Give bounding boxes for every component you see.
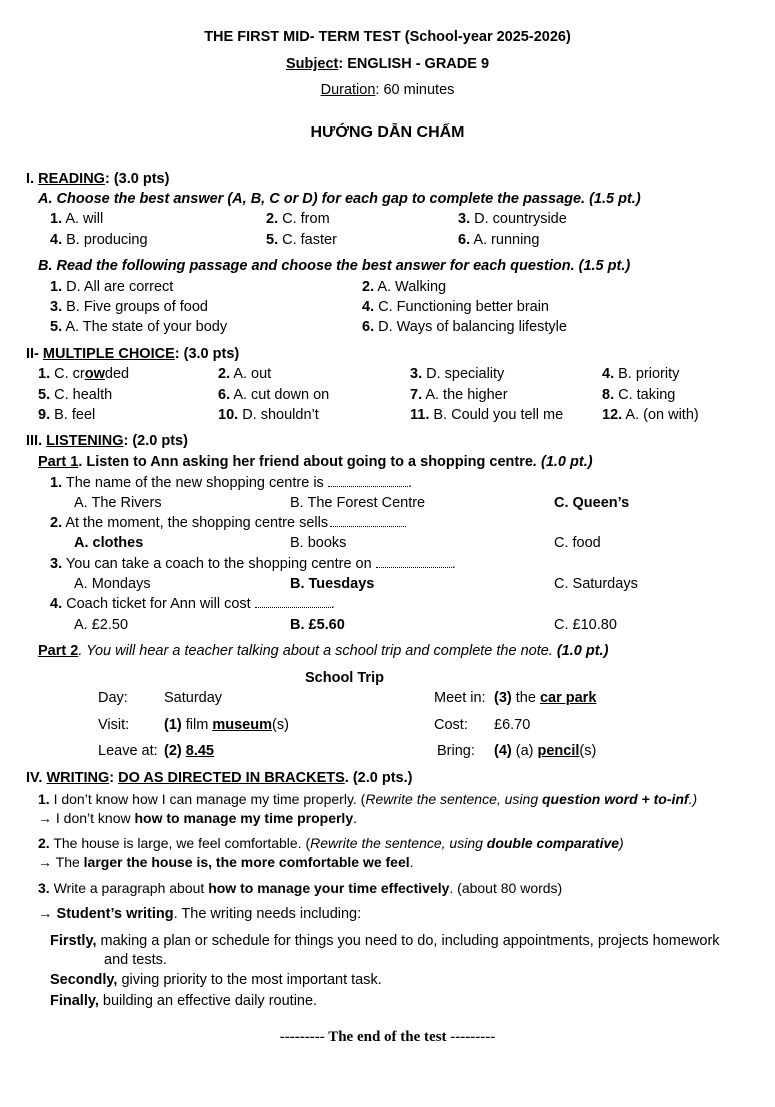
reading-b-answer: 6. D. Ways of balancing lifestyle	[362, 319, 567, 335]
listening-option-correct: B. £5.60	[290, 617, 345, 633]
listening-question: 2. At the moment, the shopping centre sells	[50, 515, 406, 531]
listening-option-correct: C. Queen’s	[554, 495, 630, 511]
reading-b-answer: 5. A. The state of your body	[50, 319, 228, 335]
mc-answer: 10. D. shouldn’t	[218, 407, 319, 423]
listening-option: C. food	[554, 535, 601, 551]
mc-answer: 1. C. crowded	[38, 366, 130, 382]
reading-part-a: A. Choose the best answer (A, B, C or D) for each gap to complete the passage. (1.5 pt.)	[38, 191, 641, 207]
main-title: HƯỚNG DẪN CHẤM	[310, 124, 465, 141]
listening-question: 3. You can take a coach to the shopping centre on .	[50, 556, 456, 572]
listening-part1: Part 1. Listen to Ann asking her friend about going to a shopping centre. (1.0 pt.)	[38, 454, 593, 470]
listening-question: 4. Coach ticket for Ann will cost .	[50, 596, 335, 612]
writing-heading: IV. WRITING: DO AS DIRECTED IN BRACKETS. (2.0 pts.)	[26, 770, 413, 786]
note-meet-value: (3) the car park	[494, 690, 597, 706]
mc-answer: 2. A. out	[218, 366, 272, 382]
writing-finally: Finally, building an effective daily routine.	[50, 993, 318, 1009]
duration-line: Duration: 60 minutes	[320, 82, 455, 98]
writing-student: → Student’s writing. The writing needs including:	[38, 906, 362, 922]
reading-a-answer: 6. A. running	[458, 232, 540, 248]
reading-a-answer: 3. D. countryside	[458, 211, 567, 227]
reading-a-answer: 4. B. producing	[50, 232, 148, 248]
listening-option: C. £10.80	[554, 617, 617, 633]
writing-secondly: Secondly, giving priority to the most important task.	[50, 972, 382, 988]
note-leave-label: Leave at:	[98, 743, 158, 759]
listening-option: B. The Forest Centre	[290, 495, 426, 511]
reading-heading: I. READING: (3.0 pts)	[26, 171, 170, 187]
note-visit-label: Visit:	[98, 717, 130, 733]
writing-firstly: Firstly, making a plan or schedule for things you need to do, including appointments, projects homework	[50, 933, 720, 949]
mc-answer: 8. C. taking	[602, 387, 676, 403]
reading-b-answer: 1. D. All are correct	[50, 279, 174, 295]
reading-part-b: B. Read the following passage and choose the best answer for each question. (1.5 pt.)	[38, 258, 631, 274]
listening-part2: Part 2. You will hear a teacher talking about a school trip and complete the note. (1.0 pt.)	[38, 643, 609, 659]
mc-answer: 3. D. speciality	[410, 366, 505, 382]
note-day-label: Day:	[98, 690, 128, 706]
mc-heading: II- MULTIPLE CHOICE: (3.0 pts)	[26, 346, 240, 362]
writing-q2: 2. The house is large, we feel comfortable. (Rewrite the sentence, using double comparative)	[38, 835, 624, 851]
listening-option-correct: B. Tuesdays	[290, 576, 375, 592]
test-title: THE FIRST MID- TERM TEST (School-year 2025-2026)	[204, 29, 571, 45]
listening-option-correct: A. clothes	[74, 535, 144, 551]
mc-answer: 12. A. (on with)	[602, 407, 699, 423]
listening-option: B. books	[290, 535, 347, 551]
note-day-value: Saturday	[164, 690, 223, 706]
writing-q1: 1. I don’t know how I can manage my time properly. (Rewrite the sentence, using question word + to-inf.)	[38, 791, 698, 807]
note-bring-value: (4) (a) pencil(s)	[494, 743, 597, 759]
listening-option: A. Mondays	[74, 576, 151, 592]
note-meet-label: Meet in:	[434, 690, 486, 706]
mc-answer: 11. B. Could you tell me	[410, 407, 564, 423]
reading-b-answer: 3. B. Five groups of food	[50, 299, 208, 315]
listening-option: A. The Rivers	[74, 495, 162, 511]
reading-a-answer: 5. C. faster	[266, 232, 337, 248]
note-cost-value: £6.70	[494, 717, 531, 733]
mc-answer: 6. A. cut down on	[218, 387, 330, 403]
subject-line: Subject: ENGLISH - GRADE 9	[285, 56, 490, 72]
mc-answer: 7. A. the higher	[410, 387, 508, 403]
note-cost-label: Cost:	[434, 717, 468, 733]
mc-answer: 5. C. health	[38, 387, 113, 403]
listening-heading: III. LISTENING: (2.0 pts)	[26, 433, 188, 449]
reading-b-answer: 4. C. Functioning better brain	[362, 299, 549, 315]
listening-option: A. £2.50	[74, 617, 129, 633]
reading-a-answer: 2. C. from	[266, 211, 330, 227]
writing-q3: 3. Write a paragraph about how to manage your time effectively. (about 80 words)	[38, 880, 563, 896]
writing-a1: → I don’t know how to manage my time properly.	[38, 810, 357, 826]
note-title: School Trip	[305, 670, 384, 686]
listening-question: 1. The name of the new shopping centre is .	[50, 475, 412, 491]
mc-answer: 9. B. feel	[38, 407, 96, 423]
reading-a-answer: 1. A. will	[50, 211, 104, 227]
note-visit-value: (1) film museum(s)	[164, 717, 289, 733]
end-of-test: --------- The end of the test ---------	[279, 1029, 496, 1045]
reading-b-answer: 2. A. Walking	[362, 279, 447, 295]
note-bring-label: Bring:	[437, 743, 475, 759]
writing-a2: → The larger the house is, the more comfortable we feel.	[38, 854, 414, 870]
mc-answer: 4. B. priority	[602, 366, 680, 382]
writing-firstly-cont: and tests.	[104, 952, 167, 968]
note-leave-value: (2) 8.45	[164, 743, 214, 759]
listening-option: C. Saturdays	[554, 576, 638, 592]
